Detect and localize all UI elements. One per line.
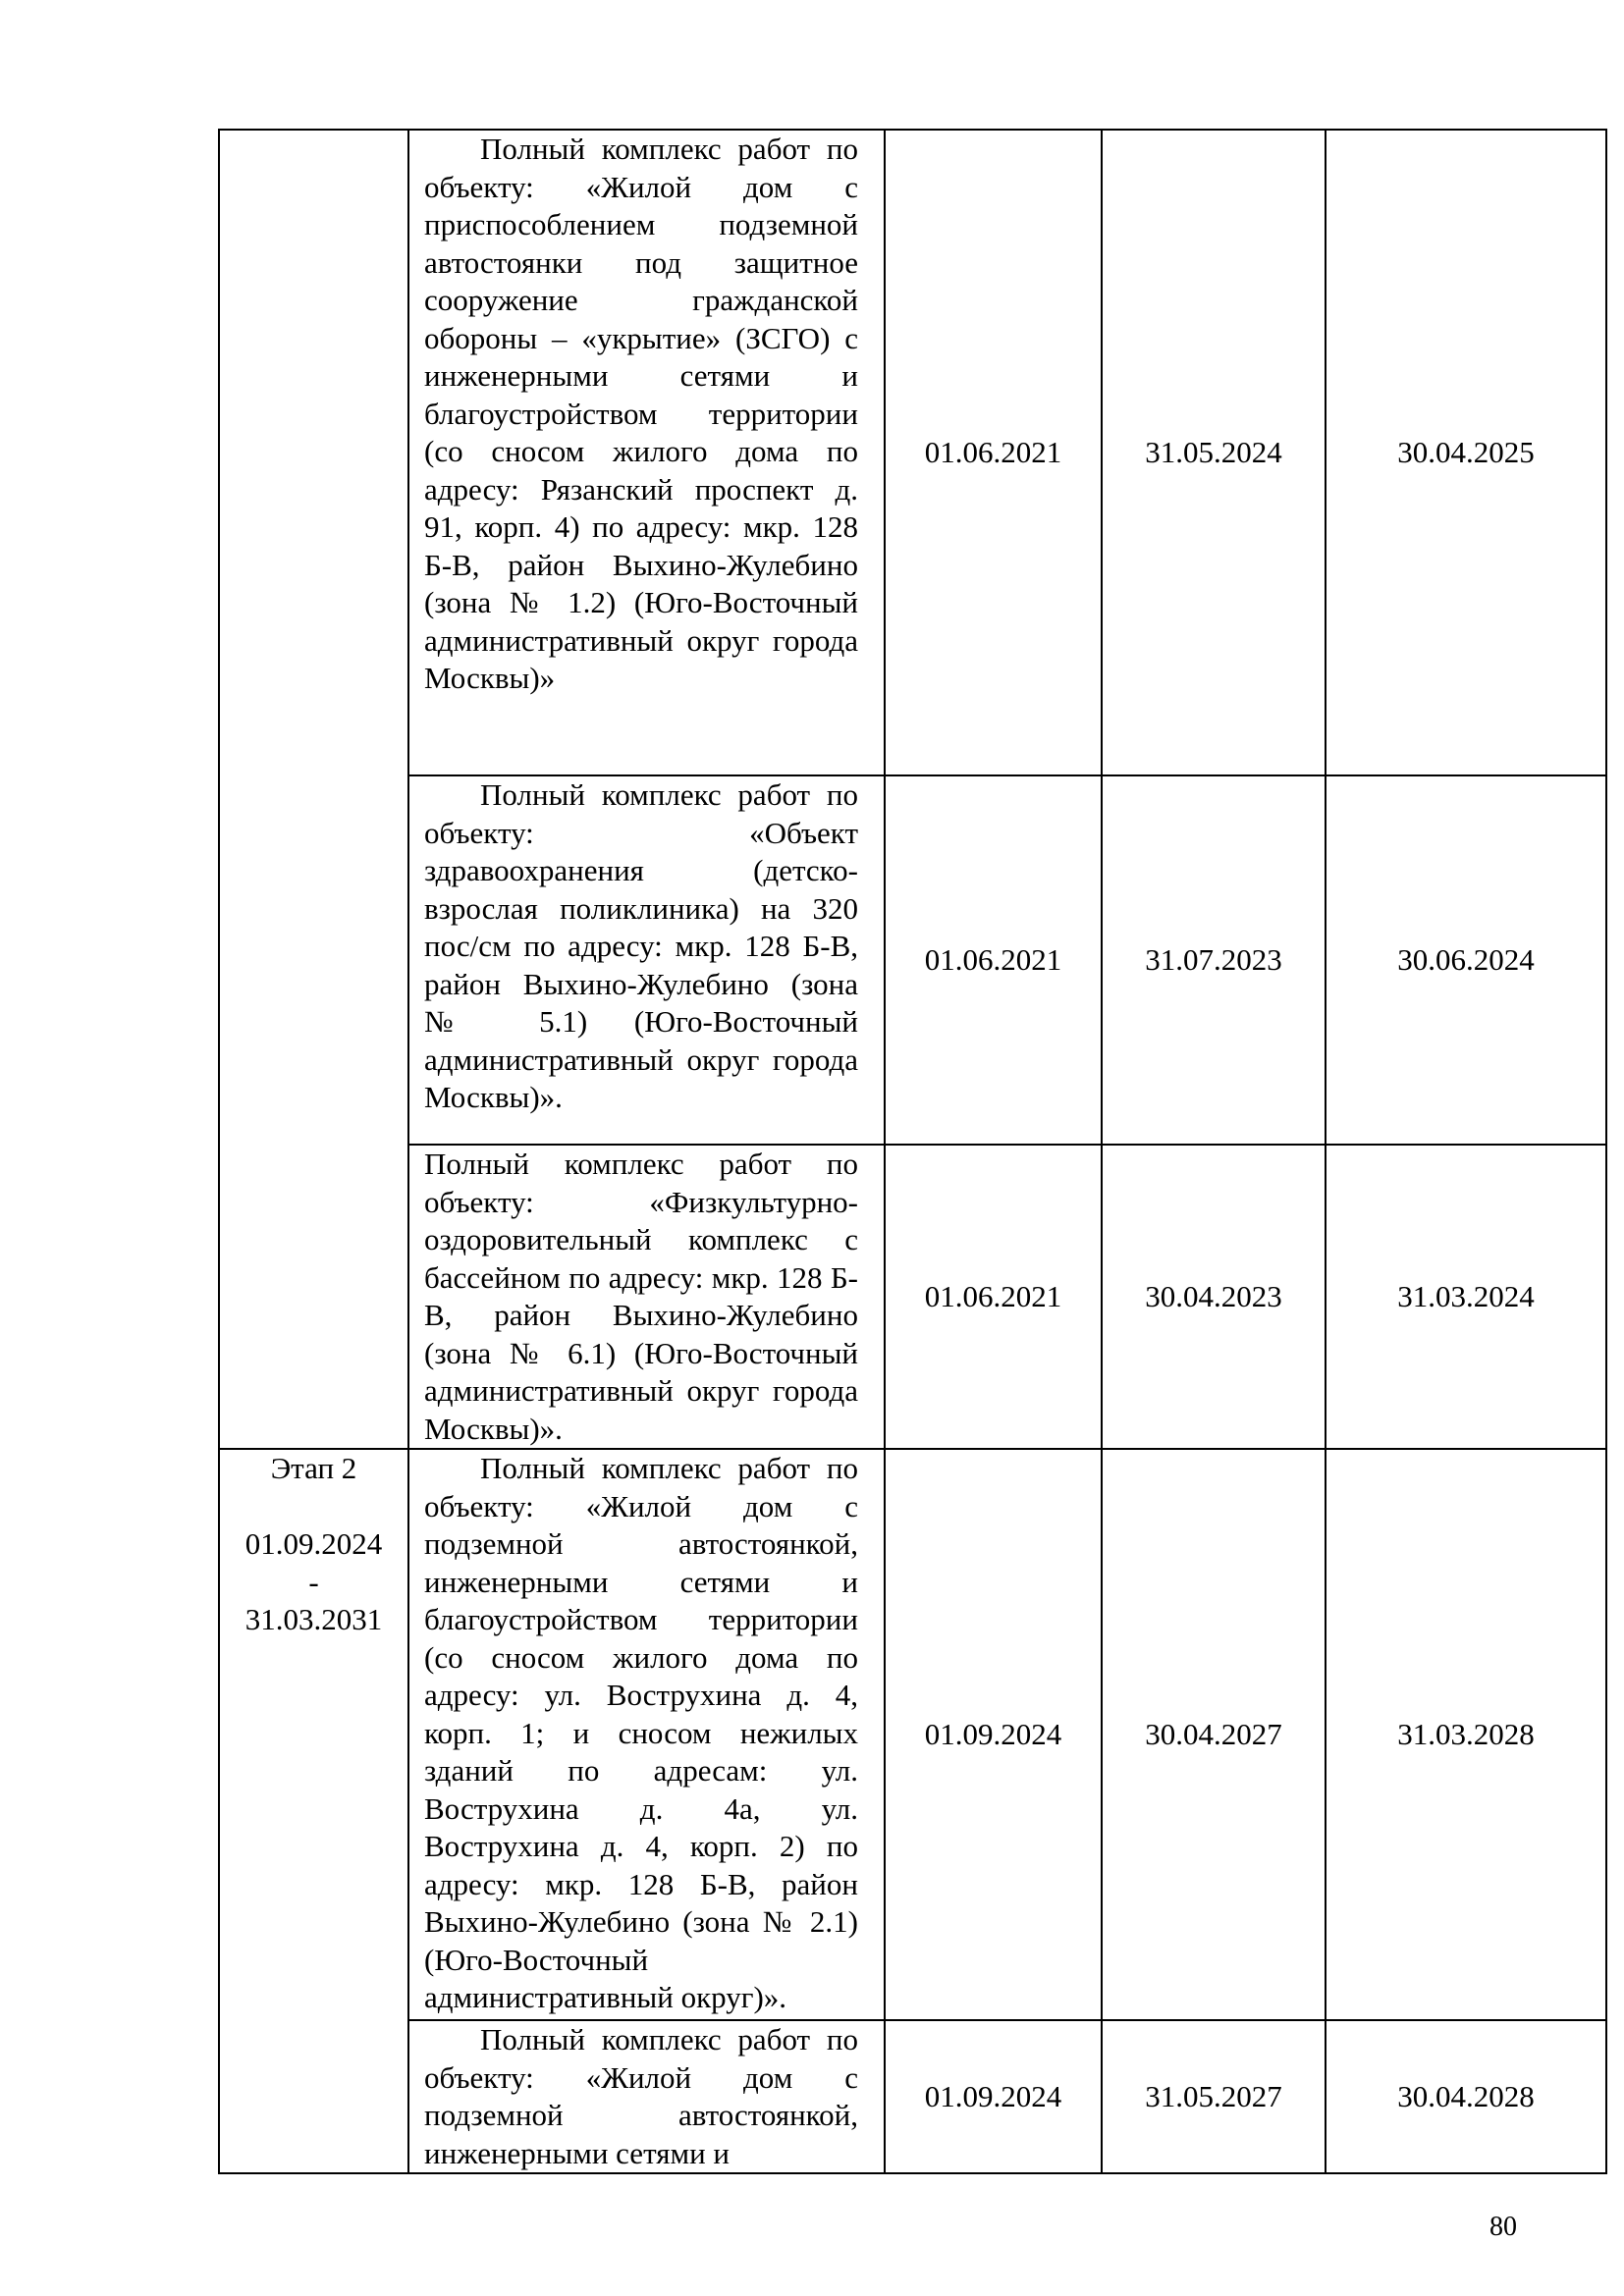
- object-description-cell: [408, 775, 885, 1145]
- object-description-cell: [408, 1449, 885, 2020]
- stage-spacer: [220, 1488, 407, 1526]
- table-row: [219, 1145, 1606, 1449]
- date-end-cell: 31.05.2027: [1102, 2020, 1326, 2173]
- object-description-text: Полный комплекс работ по объекту: «Физкультурно-оздоровительный комплекс с бассейном по адресу: мкр. 128 Б-В, район Выхино-Жулебино (зона № 6.1) (Юго-Восточный административный округ города Москвы)».: [424, 1147, 858, 1446]
- date-end-cell: 31.07.2023: [1102, 775, 1326, 1145]
- date-third-cell: 30.04.2028: [1326, 2020, 1606, 2173]
- stage-cell: [219, 1449, 408, 2173]
- object-description-cell: [408, 1145, 885, 1449]
- date-end-cell: 30.04.2023: [1102, 1145, 1326, 1449]
- object-description-cell: [408, 2020, 885, 2173]
- object-description-text: Полный комплекс работ по объекту: «Жилой дом с подземной автостоянкой, инженерными сетями и благоустройством территории (со сносом жилого дома по адресу: ул. Вострухина д. 4, корп. 1; и сносом нежилых зданий по адресам: ул. Вострухина д. 4а, ул. Вострухина д. 4, корп. 2) по адресу: мкр. 128 Б-В, район Выхино-Жулебино (зона № 2.1) (Юго-Восточный административный округ)».: [424, 1451, 858, 2014]
- date-start-cell: 01.06.2021: [885, 1145, 1102, 1449]
- stage-period-start: 01.09.2024: [244, 1526, 383, 1561]
- works-schedule-table: [218, 129, 1607, 2174]
- table-row: [219, 130, 1606, 775]
- date-start-cell: 01.06.2021: [885, 130, 1102, 775]
- date-third-cell: 30.06.2024: [1326, 775, 1606, 1145]
- object-description-cell: [408, 130, 885, 775]
- stage-period-separator: -: [308, 1564, 319, 1599]
- date-end-cell: 31.05.2024: [1102, 130, 1326, 775]
- date-end-cell: 30.04.2027: [1102, 1449, 1326, 2020]
- date-start-cell: 01.09.2024: [885, 2020, 1102, 2173]
- date-third-cell: 30.04.2025: [1326, 130, 1606, 775]
- date-start-cell: 01.06.2021: [885, 775, 1102, 1145]
- stage-cell-empty: [219, 130, 408, 1449]
- stage-period-end: 31.03.2031: [244, 1602, 383, 1636]
- table-row: [219, 1449, 1606, 2020]
- table-row: [219, 2020, 1606, 2173]
- stage-title: Этап 2: [270, 1451, 357, 1485]
- page-number: 80: [1489, 2212, 1517, 2242]
- date-third-cell: 31.03.2024: [1326, 1145, 1606, 1449]
- object-description-text: Полный комплекс работ по объекту: «Жилой дом с подземной автостоянкой, инженерными сетями и: [424, 2022, 858, 2170]
- date-third-cell: 31.03.2028: [1326, 1449, 1606, 2020]
- date-start-cell: 01.09.2024: [885, 1449, 1102, 2020]
- object-description-text: Полный комплекс работ по объекту: «Объект здравоохранения (детско-взрослая поликлиника) на 320 пос/см по адресу: мкр. 128 Б-В, район Выхино-Жулебино (зона № 5.1) (Юго-Восточный административный округ города Москвы)».: [424, 777, 858, 1114]
- table-row: [219, 775, 1606, 1145]
- object-description-text: Полный комплекс работ по объекту: «Жилой дом с приспособлением подземной автостоянки под защитное сооружение гражданской обороны – «укрытие» (ЗСГО) с инженерными сетями и благоустройством территории (со сносом жилого дома по адресу: Рязанский проспект д. 91, корп. 4) по адресу: мкр. 128 Б-В, район Выхино-Жулебино (зона № 1.2) (Юго-Восточный административный округ города Москвы)»: [424, 132, 858, 695]
